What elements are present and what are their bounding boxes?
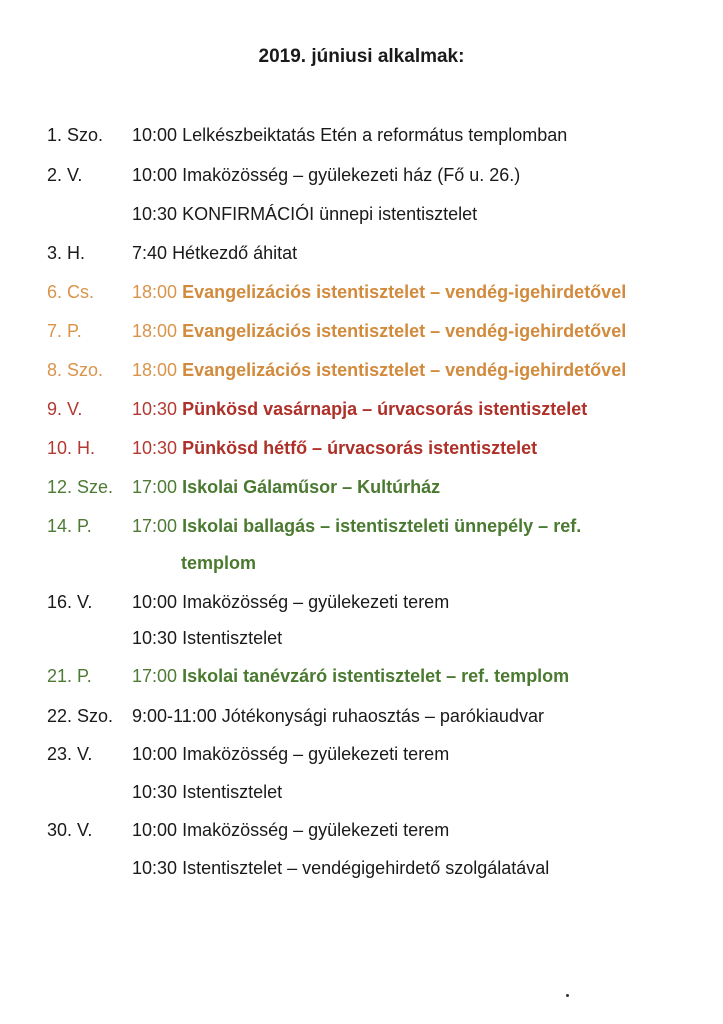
entry-line bbox=[132, 358, 626, 382]
entry-description: Jótékonysági ruhaosztás – parókiaudvar bbox=[221, 706, 544, 726]
entry-line bbox=[132, 664, 569, 688]
entry-day: 1. Szo. bbox=[47, 125, 104, 145]
entry-description: Lelkészbeiktatás Etén a református templomban bbox=[182, 125, 568, 145]
entry-description: Istentisztelet bbox=[182, 782, 283, 802]
entry-line bbox=[132, 397, 587, 421]
entry-description: Imaközösség – gyülekezeti terem bbox=[182, 744, 450, 764]
entry-time: 9:00-11:00 bbox=[132, 706, 217, 726]
entry-description: Iskolai Gálaműsor – Kultúrház bbox=[182, 477, 441, 497]
entry-description: Imaközösség – gyülekezeti ház (Fő u. 26.) bbox=[182, 165, 521, 185]
entry-description-continued: templom bbox=[181, 553, 257, 573]
entry-description: Iskolai tanévzáró istentisztelet – ref. templom bbox=[182, 666, 570, 686]
entry-description: Imaközösség – gyülekezeti terem bbox=[182, 820, 450, 840]
entry-line bbox=[132, 436, 537, 460]
entry-line bbox=[132, 742, 449, 766]
entry-time: 10:30 bbox=[132, 628, 178, 648]
entry-description: Istentisztelet – vendégigehirdető szolgálatával bbox=[182, 858, 550, 878]
entry-time: 10:00 bbox=[132, 592, 178, 612]
entry-description: Imaközösség – gyülekezeti terem bbox=[182, 592, 450, 612]
entry-day: 7. P. bbox=[47, 321, 82, 341]
entry-day: 9. V. bbox=[47, 399, 83, 419]
entry-time: 10:30 bbox=[132, 858, 178, 878]
entry-day: 21. P. bbox=[47, 666, 92, 686]
entry-line bbox=[132, 856, 549, 880]
stray-dot-mark bbox=[566, 994, 569, 997]
entry-line bbox=[132, 514, 581, 538]
entry-description: Istentisztelet bbox=[182, 628, 283, 648]
entry-line bbox=[132, 319, 626, 343]
entry-time: 10:00 bbox=[132, 125, 178, 145]
entry-line bbox=[132, 163, 520, 187]
entry-time: 7:40 bbox=[132, 243, 168, 263]
entry-day: 2. V. bbox=[47, 165, 83, 185]
entry-day: 16. V. bbox=[47, 592, 93, 612]
entry-line bbox=[132, 818, 449, 842]
entry-time: 10:30 bbox=[132, 438, 178, 458]
entry-line bbox=[132, 123, 567, 147]
entry-description: Pünkösd vasárnapja – úrvacsorás istentisztelet bbox=[182, 399, 588, 419]
entry-day: 6. Cs. bbox=[47, 282, 95, 302]
entry-day: 12. Sze. bbox=[47, 477, 114, 497]
entry-line bbox=[132, 241, 297, 265]
entry-day: 8. Szo. bbox=[47, 360, 104, 380]
entry-time: 17:00 bbox=[132, 516, 178, 536]
entry-description: Pünkösd hétfő – úrvacsorás istentisztelet bbox=[182, 438, 538, 458]
entry-description: Evangelizációs istentisztelet – vendég-igehirdetővel bbox=[182, 360, 627, 380]
entry-time: 18:00 bbox=[132, 360, 178, 380]
entry-description: Hétkezdő áhitat bbox=[172, 243, 298, 263]
entry-time: 10:00 bbox=[132, 744, 178, 764]
entry-time: 10:00 bbox=[132, 165, 178, 185]
entry-line bbox=[132, 780, 282, 804]
entry-day: 23. V. bbox=[47, 744, 93, 764]
entry-time: 18:00 bbox=[132, 321, 178, 341]
entry-time: 10:00 bbox=[132, 820, 178, 840]
entry-time: 18:00 bbox=[132, 282, 178, 302]
entry-day: 22. Szo. bbox=[47, 706, 114, 726]
entry-description: Evangelizációs istentisztelet – vendég-igehirdetővel bbox=[182, 321, 627, 341]
entry-line bbox=[132, 475, 440, 499]
entry-day: 10. H. bbox=[47, 438, 96, 458]
entry-description: Evangelizációs istentisztelet – vendég-igehirdetővel bbox=[182, 282, 627, 302]
entry-time: 17:00 bbox=[132, 477, 178, 497]
entry-description: Iskolai ballagás – istentiszteleti ünnepély – ref. bbox=[182, 516, 582, 536]
entry-time: 10:30 bbox=[132, 399, 178, 419]
entry-day: 30. V. bbox=[47, 820, 93, 840]
page-title: 2019. júniusi alkalmak: bbox=[258, 46, 465, 67]
entry-day: 3. H. bbox=[47, 243, 86, 263]
entry-line bbox=[132, 626, 282, 650]
entry-time: 10:30 bbox=[132, 782, 178, 802]
entry-time: 17:00 bbox=[132, 666, 178, 686]
entry-line bbox=[132, 280, 626, 304]
entry-line bbox=[132, 590, 449, 614]
entry-description: KONFIRMÁCIÓI ünnepi istentisztelet bbox=[182, 204, 478, 224]
entry-time: 10:30 bbox=[132, 204, 178, 224]
entry-line bbox=[132, 202, 477, 226]
entry-day: 14. P. bbox=[47, 516, 92, 536]
entry-line bbox=[132, 704, 544, 728]
